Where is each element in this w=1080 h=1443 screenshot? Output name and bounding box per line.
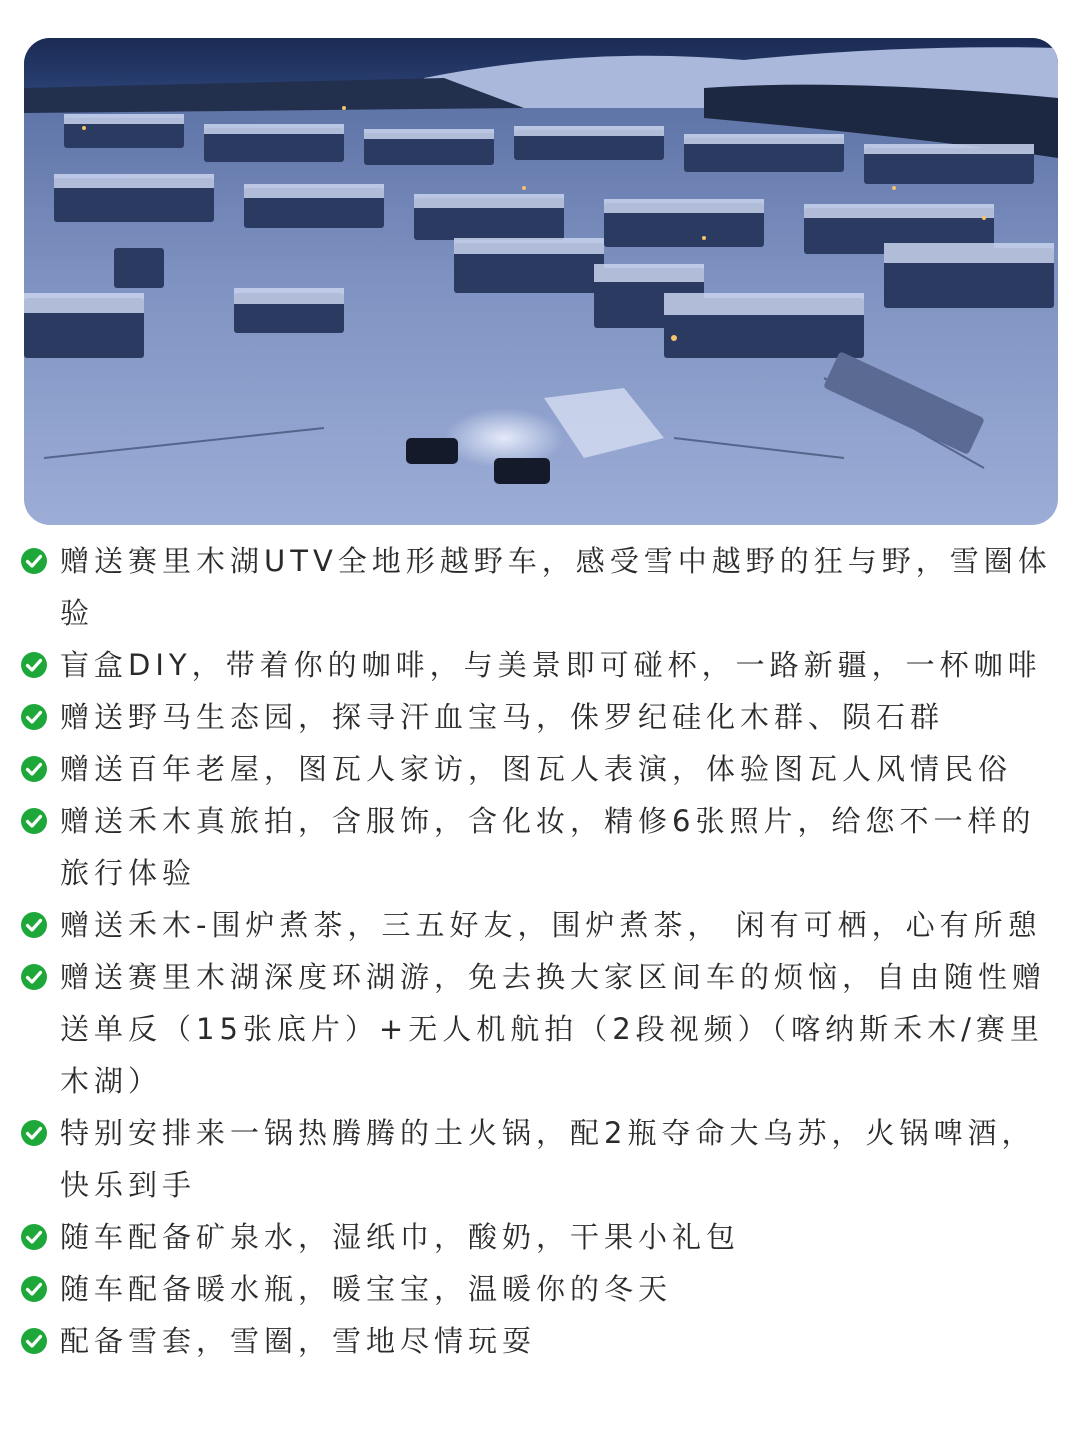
benefit-text: 赠送野马生态园，探寻汗血宝马，侏罗纪硅化木群、陨石群: [60, 700, 945, 734]
benefit-item: [20, 1211, 1060, 1263]
benefit-text: 赠送赛里木湖UTV全地形越野车，感受雪中越野的狂与野，雪圈体验: [60, 544, 1052, 630]
check-circle-icon: [20, 807, 48, 835]
benefit-item: [20, 899, 1060, 951]
benefit-item: [20, 1315, 1060, 1367]
benefit-item: [20, 639, 1060, 691]
check-circle-icon: [20, 547, 48, 575]
benefit-item: [20, 535, 1060, 639]
check-circle-icon: [20, 1327, 48, 1355]
benefit-text: 特别安排来一锅热腾腾的土火锅，配2瓶夺命大乌苏，火锅啤酒，快乐到手: [60, 1116, 1036, 1202]
benefit-text: 盲盒DIY，带着你的咖啡，与美景即可碰杯，一路新疆，一杯咖啡: [60, 648, 1042, 682]
benefit-item: [20, 795, 1060, 899]
benefit-text: 赠送禾木真旅拍，含服饰，含化妆，精修6张照片，给您不一样的旅行体验: [60, 804, 1036, 890]
benefit-item: [20, 1107, 1060, 1211]
benefit-item: [20, 691, 1060, 743]
benefit-item: [20, 1263, 1060, 1315]
benefit-text: 配备雪套，雪圈，雪地尽情玩耍: [60, 1324, 537, 1358]
check-circle-icon: [20, 1119, 48, 1147]
benefit-text: 随车配备暖水瓶，暖宝宝，温暖你的冬天: [60, 1272, 673, 1306]
benefit-text: 赠送禾木-围炉煮茶，三五好友，围炉煮茶， 闲有可栖，心有所憩: [60, 908, 1042, 942]
snow-village-illustration: [24, 38, 1058, 525]
check-circle-icon: [20, 651, 48, 679]
snow-village-photo: [24, 38, 1058, 525]
check-circle-icon: [20, 963, 48, 991]
benefits-list: [20, 535, 1060, 1367]
benefit-text: 赠送百年老屋，图瓦人家访，图瓦人表演，体验图瓦人风情民俗: [60, 752, 1013, 786]
check-circle-icon: [20, 755, 48, 783]
benefit-item: [20, 743, 1060, 795]
benefit-item: [20, 951, 1060, 1107]
check-circle-icon: [20, 703, 48, 731]
benefit-text: 赠送赛里木湖深度环湖游，免去换大家区间车的烦恼，自由随性赠送单反（15张底片）+无人机航拍（2段视频）（喀纳斯禾木/赛里木湖）: [60, 960, 1047, 1098]
check-circle-icon: [20, 911, 48, 939]
benefit-text: 随车配备矿泉水，湿纸巾，酸奶，干果小礼包: [60, 1220, 741, 1254]
check-circle-icon: [20, 1223, 48, 1251]
check-circle-icon: [20, 1275, 48, 1303]
